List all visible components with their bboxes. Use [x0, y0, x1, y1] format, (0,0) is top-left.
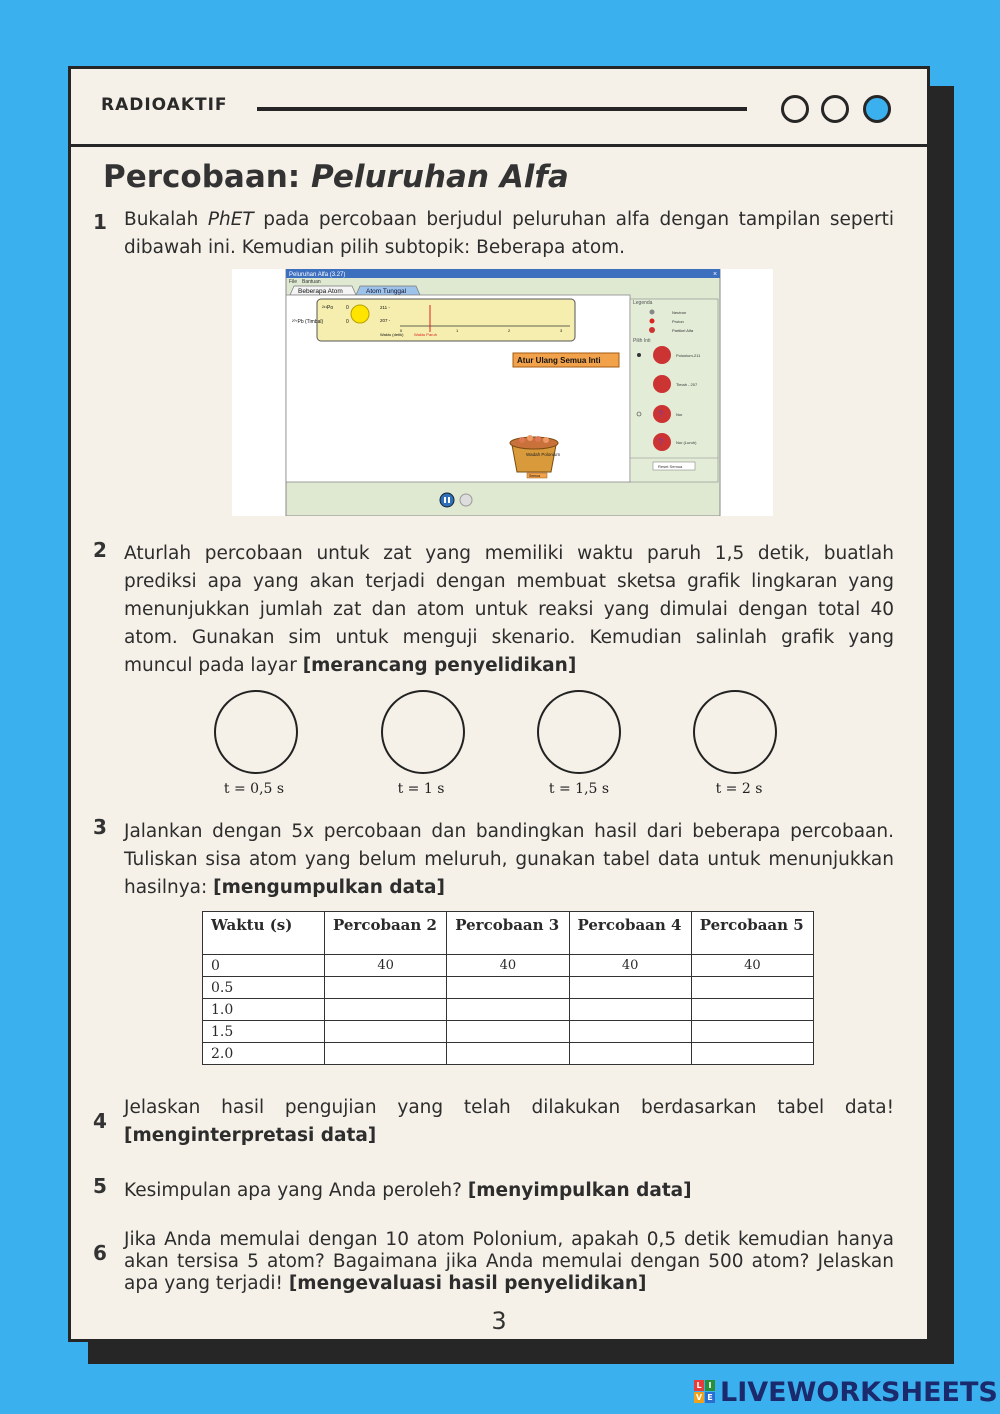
page-title: Percobaan: Peluruhan Alfa [103, 159, 569, 195]
filled-circle-icon [863, 95, 891, 123]
table-cell: 2.0 [203, 1043, 325, 1065]
table-header: Percobaan 2 [325, 912, 447, 955]
svg-text:0: 0 [400, 328, 403, 333]
answer-cell[interactable] [569, 1021, 691, 1043]
liveworksheets-logo-icon: L I V E [694, 1380, 716, 1404]
circle-label: t = 1 s [397, 781, 445, 797]
answer-cell[interactable] [325, 977, 447, 999]
table-cell: 40 [447, 955, 569, 977]
phet-screenshot [232, 269, 773, 516]
answer-cell[interactable] [569, 999, 691, 1021]
answer-cell[interactable] [691, 1043, 813, 1065]
sim-close-icon: × [713, 271, 718, 278]
table-row [203, 955, 814, 977]
table-cell: 1.0 [203, 999, 325, 1021]
svg-text:Nur (Luruh): Nur (Luruh) [676, 440, 697, 445]
svg-text:Nur: Nur [676, 412, 683, 417]
table-cell: 0.5 [203, 977, 325, 999]
svg-text:Neutron: Neutron [672, 310, 687, 315]
question-1-text: Bukalah PhET pada percobaan berjudul peluruhan alfa dengan tampilan seperti dibawah ini. Kemudian pilih subtopik: Beberapa atom. [124, 209, 895, 258]
table-header: Waktu (s) [203, 912, 325, 955]
svg-text:Waktu (detik): Waktu (detik) [380, 332, 404, 337]
worksheet-page [68, 66, 930, 1342]
answer-circle[interactable] [693, 690, 777, 774]
svg-text:²¹¹Po: ²¹¹Po [322, 305, 334, 311]
circle-label: t = 0,5 s [223, 781, 285, 797]
question-number: 6 [93, 1241, 107, 1265]
svg-text:File: File [289, 279, 298, 285]
svg-text:Proton: Proton [672, 319, 684, 324]
circle-icon [781, 95, 809, 123]
svg-text:Partikel Alfa: Partikel Alfa [672, 328, 694, 333]
question-number: 4 [93, 1109, 107, 1133]
svg-text:0: 0 [346, 319, 349, 325]
question-4-text: Jelaskan hasil pengujian yang telah dilakukan berdasarkan tabel data! [menginterpretasi data] [124, 1097, 894, 1146]
svg-text:Wadah Polonium: Wadah Polonium [526, 452, 561, 457]
answer-circle[interactable] [537, 690, 621, 774]
svg-text:Timah - 207: Timah - 207 [676, 382, 698, 387]
svg-text:Legenda: Legenda [633, 300, 653, 306]
svg-text:Bantuan: Bantuan [302, 279, 321, 285]
question-number: 1 [93, 210, 107, 234]
sim-tab-single: Atom Tunggal [366, 288, 407, 295]
table-cell: 40 [325, 955, 447, 977]
svg-text:?: ? [658, 437, 664, 447]
question-3-text: Jalankan dengan 5x percobaan dan bandingkan hasil dari beberapa percobaan. Tuliskan sisa atom yang belum meluruh, gunakan tabel data untuk menunjukkan hasilnya: [mengumpulkan data] [124, 821, 894, 898]
sim-tab-several: Beberapa Atom [298, 288, 343, 295]
table-header: Percobaan 5 [691, 912, 813, 955]
question-number: 2 [93, 538, 107, 562]
question-6-text: Jika Anda memulai dengan 10 atom Polonium, apakah 0,5 detik kemudian hanya akan tersisa 5 atom? Bagaimana jika Anda memulai dengan 500 atom? Jelaskan apa yang terjadi! [mengevaluasi hasil penyelidikan] [124, 1229, 894, 1294]
page-number: 3 [491, 1307, 507, 1335]
header-brand: RADIOAKTIF [101, 95, 228, 115]
svg-text:Reset Semua: Reset Semua [658, 464, 683, 469]
svg-text:2: 2 [508, 328, 511, 333]
answer-cell[interactable] [447, 1021, 569, 1043]
question-number: 3 [93, 815, 107, 839]
table-cell: 40 [569, 955, 691, 977]
svg-text:Waktu Paruh: Waktu Paruh [414, 332, 437, 337]
svg-text:211 -: 211 - [380, 305, 390, 310]
data-table [202, 911, 814, 1065]
page-header [71, 69, 927, 147]
answer-cell[interactable] [569, 1043, 691, 1065]
answer-cell[interactable] [691, 999, 813, 1021]
table-row [203, 999, 814, 1021]
answer-cell[interactable] [447, 977, 569, 999]
answer-cell[interactable] [691, 977, 813, 999]
table-cell: 1.5 [203, 1021, 325, 1043]
svg-text:Semua: Semua [529, 474, 541, 478]
answer-cell[interactable] [569, 977, 691, 999]
sim-window-title: Peluruhan Alfa (3.27) [289, 272, 346, 278]
answer-cell[interactable] [691, 1021, 813, 1043]
answer-cell[interactable] [447, 1043, 569, 1065]
svg-text:Polonium-211: Polonium-211 [676, 353, 701, 358]
question-2-text: Aturlah percobaan untuk zat yang memiliki waktu paruh 1,5 detik, buatlah prediksi apa yang akan terjadi dengan membuat sketsa grafik lingkaran yang menunjukkan jumlah zat dan atom untuk reaksi yang dimulai dengan total 40 atom. Gunakan sim untuk menguji skenario. Kemudian salinlah grafik yang muncul pada layar [merancang penyelidikan] [124, 543, 894, 676]
svg-text:0: 0 [346, 305, 349, 311]
svg-text:207 -: 207 - [380, 318, 391, 323]
answer-circle[interactable] [214, 690, 298, 774]
answer-circle[interactable] [381, 690, 465, 774]
svg-text:Pilih Inti: Pilih Inti [633, 338, 651, 344]
answer-cell[interactable] [325, 999, 447, 1021]
reset-all-nuclei-button: Atur Ulang Semua Inti [517, 356, 601, 365]
question-number: 5 [93, 1174, 107, 1198]
question-5-text: Kesimpulan apa yang Anda peroleh? [menyimpulkan data] [124, 1180, 692, 1201]
table-cell: 40 [691, 955, 813, 977]
svg-text:?: ? [658, 409, 664, 419]
answer-cell[interactable] [325, 1021, 447, 1043]
answer-cell[interactable] [325, 1043, 447, 1065]
svg-text:1: 1 [456, 328, 459, 333]
table-cell: 0 [203, 955, 325, 977]
table-header: Percobaan 4 [569, 912, 691, 955]
footer-brand[interactable]: LIVEWORKSHEETS [720, 1377, 998, 1408]
table-header: Percobaan 3 [447, 912, 569, 955]
header-divider [257, 107, 747, 111]
answer-cell[interactable] [447, 999, 569, 1021]
svg-text:²⁰⁷Pb (Timbal): ²⁰⁷Pb (Timbal) [292, 319, 324, 325]
circle-label: t = 1,5 s [548, 781, 610, 797]
table-row [203, 977, 814, 999]
table-row [203, 1021, 814, 1043]
table-row [203, 1043, 814, 1065]
table-header-row [203, 912, 814, 955]
svg-text:3: 3 [560, 328, 563, 333]
circle-label: t = 2 s [715, 781, 763, 797]
circle-icon [821, 95, 849, 123]
